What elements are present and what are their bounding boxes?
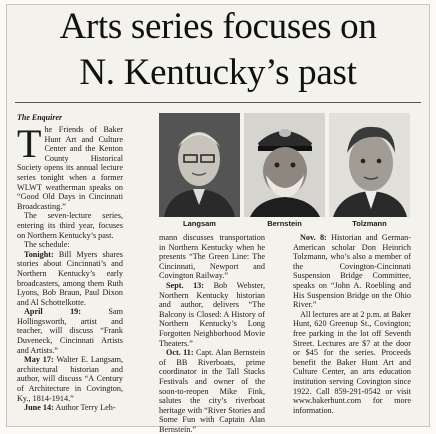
schedule-label: The schedule: bbox=[24, 240, 70, 250]
entry-date: Tonight: bbox=[24, 249, 54, 259]
headline-line-1: Arts series focuses on bbox=[59, 6, 377, 47]
photo-bernstein bbox=[244, 113, 325, 217]
entry-text: Historian and German-American scholar Don Heinrich Tolzmann, who’s also a member of the Covington-Cincinnati Suspension Bridge Committee, speaks on “John A. Roebling and His Suspension Bridge on the Ohio River.” bbox=[293, 233, 412, 310]
schedule-entry bbox=[17, 403, 123, 413]
intro-paragraph bbox=[17, 121, 123, 211]
caption-langsam: Langsam bbox=[183, 219, 216, 228]
schedule-entry bbox=[17, 355, 123, 403]
entry-text: Capt. Alan Bernstein of BB Riverboats, prime coordinator in the Tall Stacks Festivals and owner of the soon-to-reopen Mike Fink, salutes the city’s riverboat heritage with “River Stories and Some Fun with Captain Alan Bernstein.” bbox=[159, 348, 265, 434]
photo-langsam bbox=[159, 113, 240, 217]
entry-text: Author Terry Leh- bbox=[53, 403, 116, 413]
intro-text: he Friends of Baker Hunt Art and Culture Center and the Kenton County Historical Society opens its annual lecture series tonight when a former WLWT weatherman speaks on “Good Old Days in Cincinnati Broadcasting.” bbox=[17, 125, 123, 211]
article-column-1 bbox=[17, 121, 123, 413]
entry-text: Bill Myers shares stories about Cincinnati’s and Northern Kentucky’s early broadcasters, among them Ruth Lyons, Bob Braun, Paul Dixon and Al Schottelkotte. bbox=[17, 249, 123, 307]
headline-line-2: N. Kentucky’s past bbox=[79, 52, 357, 93]
headline-rule bbox=[15, 102, 421, 103]
series-paragraph: The seven-lecture series, entering its third year, focuses on Northern Kentucky’s past. bbox=[17, 211, 123, 240]
schedule-entry bbox=[17, 307, 123, 355]
entry-date: Sept. 13: bbox=[166, 280, 205, 290]
schedule-entry bbox=[17, 250, 123, 308]
entry-text: Walter E. Langsam, architectural historian and author, will discuss “A Century of Architecture in Covington, Ky., 1814-1914.” bbox=[17, 355, 123, 403]
entry-text: Bob Webster, Northern Kentucky historian and author, delivers “The Balcony is Closed: A History of Northern Kentucky’s Long Forgotten Neighborhood Movie Theaters.” bbox=[159, 280, 266, 348]
newspaper-clipping bbox=[6, 4, 430, 434]
drop-cap: T bbox=[17, 121, 42, 166]
entry-date: April 19: bbox=[24, 307, 81, 317]
entry-date: May 17: bbox=[24, 355, 54, 365]
schedule-entry bbox=[159, 348, 265, 434]
entry-date: Nov. 8: bbox=[300, 233, 327, 242]
caption-tolzmann: Tolzmann bbox=[352, 219, 387, 228]
byline: The Enquirer bbox=[17, 113, 63, 122]
article-column-2 bbox=[159, 233, 265, 434]
entry-date: June 14: bbox=[24, 403, 54, 413]
schedule-entry bbox=[293, 233, 411, 310]
entry-date: Oct. 11: bbox=[166, 348, 194, 358]
details-paragraph: All lectures are at 2 p.m. at Baker Hunt, 620 Greenup St., Covington; free parking in the lot off Seventh Street. Lectures are $7 at the door or $45 for the series. Proceeds benefit the Baker Hunt Art and Culture Center, an arts education institution serving Covington since 1922. Call 859-291-0542 or visit www.bakerhunt.com for more information. bbox=[293, 309, 411, 415]
entry-text: Sam Hollingsworth, artist and teacher, will discuss “Frank Duveneck, Cincinnati Artists and Artists.” bbox=[17, 307, 123, 355]
schedule-entry bbox=[159, 281, 265, 348]
caption-bernstein: Bernstein bbox=[267, 219, 302, 228]
article-column-3 bbox=[293, 233, 411, 415]
continued-paragraph: mann discusses transportation in Northern Kentucky when he presents “The Green Line: The Cincinnati, Newport and Covington Railway.” bbox=[159, 233, 265, 281]
photo-tolzmann bbox=[329, 113, 410, 217]
